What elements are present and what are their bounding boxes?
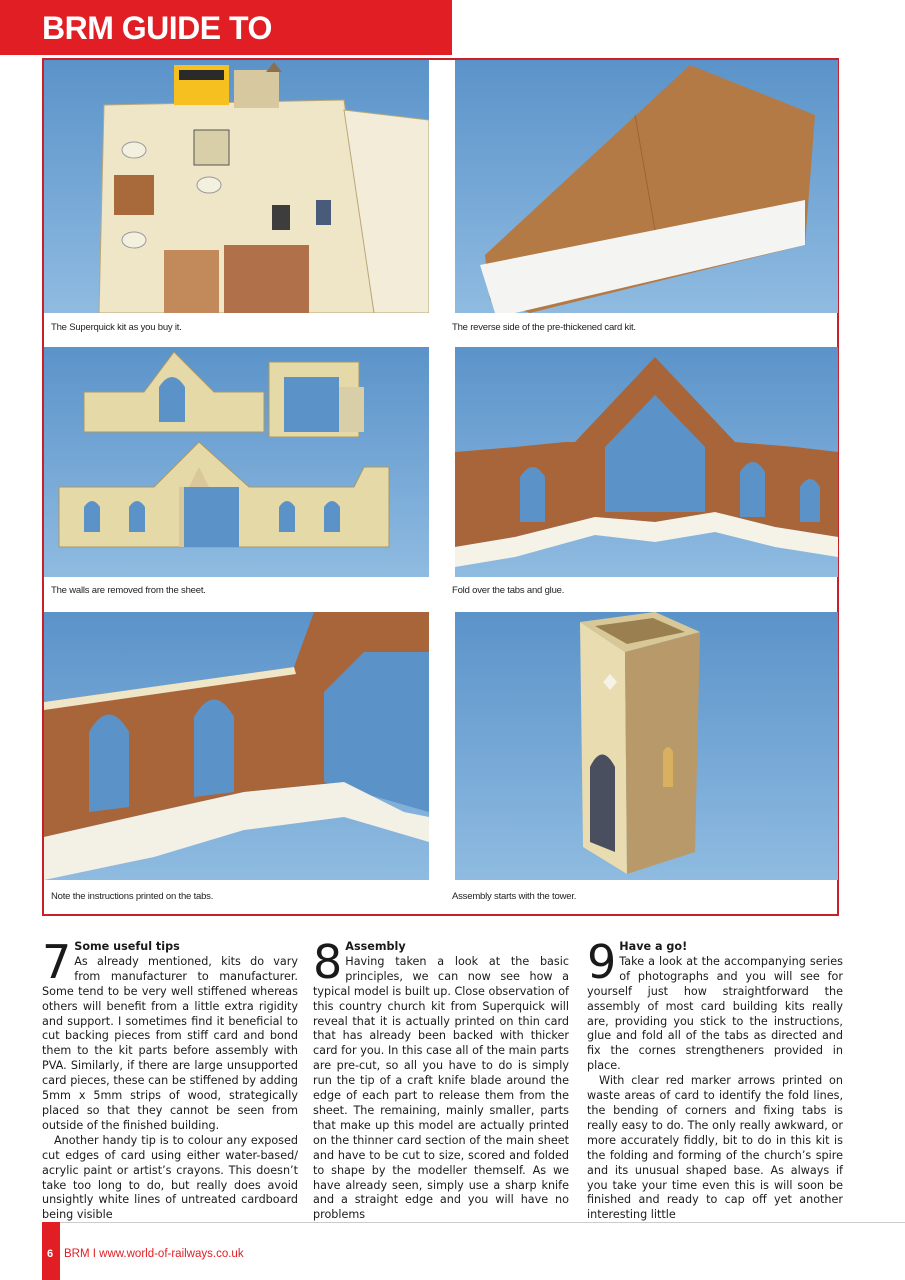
photo-caption: The Superquick kit as you buy it. <box>51 322 182 333</box>
section-heading: Some useful tips <box>74 940 180 953</box>
article-column-have-a-go <box>587 935 843 1223</box>
photo-tab-instructions <box>44 612 429 880</box>
section-number: 9 <box>587 935 617 989</box>
photo-reverse-side <box>455 60 838 313</box>
photo-kit-sheet <box>44 60 429 313</box>
reverse-side-illustration <box>455 60 838 313</box>
footer-divider <box>42 1222 905 1223</box>
photo-caption: Note the instructions printed on the tabs. <box>51 891 214 902</box>
body-paragraph: With clear red marker arrows printed on waste areas of card to identify the fold lines, the bending of corners and fixing tabs is really easy to do. The only really awkward, or more accurately fiddly, bit to do in this kit is the folding and forming of the church’s spire and its unusual shaped base. As always if you take your time even this is will soon be finished and ready to cap off yet another interesting little <box>587 1074 843 1222</box>
article-column-assembly <box>313 935 569 1223</box>
page-title: BRM GUIDE TO <box>42 10 272 46</box>
photo-caption: Fold over the tabs and glue. <box>452 585 565 596</box>
body-paragraph: As already mentioned, kits do vary from manufacturer to manufacturer. Some tend to be very well stiffened whereas others will benefit from a little extra rigidity and support. I sometimes find it beneficial to cut backing pieces from stiff card and bond them to the kit parts before assembly with PVA. Similarly, if there are large unsupported card pieces, these can be stiffened by adding 5mm x 5mm strips of wood, strategically placed so that they cannot be seen from outside of the finished building. <box>42 954 298 1132</box>
section-heading: Have a go! <box>619 940 688 953</box>
walls-illustration <box>44 347 429 577</box>
photo-caption: The reverse side of the pre-thickened card kit. <box>452 322 636 333</box>
section-number: 7 <box>42 935 72 989</box>
article-column-tips <box>42 935 298 1223</box>
kit-sheet-illustration <box>44 60 429 313</box>
body-paragraph: Having taken a look at the basic principles, we can now see how a typical model is built up. Close observation of this country church kit from Superquick will reveal that it is actually printed on thin card that has already been backed with thicker card for you. In this case all of the main parts are pre-cut, so all you have to do is simply run the tip of a craft knife blade around the edge of each part to release them from the sheet. The remaining, mainly smaller, parts that make up this model are actually printed on the thinner card section of the main sheet and have to be cut to size, scored and folded to shape by the modeller themself. As we have already seen, simply use a sharp knife and a straight edge and you will have no problems <box>313 954 569 1222</box>
body-paragraph: Another handy tip is to colour any exposed cut edges of card using either water-based/ acrylic paint or artist’s crayons. This doesn’t take too long to do, but really does avoid unsightly white lines of untreated cardboard being visible <box>42 1133 298 1222</box>
section-number: 8 <box>313 935 343 989</box>
photo-fold-tabs <box>455 347 838 577</box>
tab-instructions-illustration <box>44 612 429 880</box>
photo-caption: The walls are removed from the sheet. <box>51 585 206 596</box>
footer-website-link[interactable]: BRM I www.world-of-railways.co.uk <box>64 1248 244 1260</box>
tower-illustration <box>455 612 838 880</box>
photo-caption: Assembly starts with the tower. <box>452 891 577 902</box>
header-banner <box>0 0 452 55</box>
page-number: 6 <box>47 1248 54 1260</box>
photo-tower <box>455 612 838 880</box>
body-paragraph: Take a look at the accompanying series of photographs and you will see for yourself just how straightforward the assembly of most card building kits really are, providing you stick to the instructions, glue and fold all of the tabs as directed and fix the cornes strengtheners provided in place. <box>587 954 843 1073</box>
section-heading: Assembly <box>345 940 406 953</box>
photo-walls-removed <box>44 347 429 577</box>
fold-tabs-illustration <box>455 347 838 577</box>
